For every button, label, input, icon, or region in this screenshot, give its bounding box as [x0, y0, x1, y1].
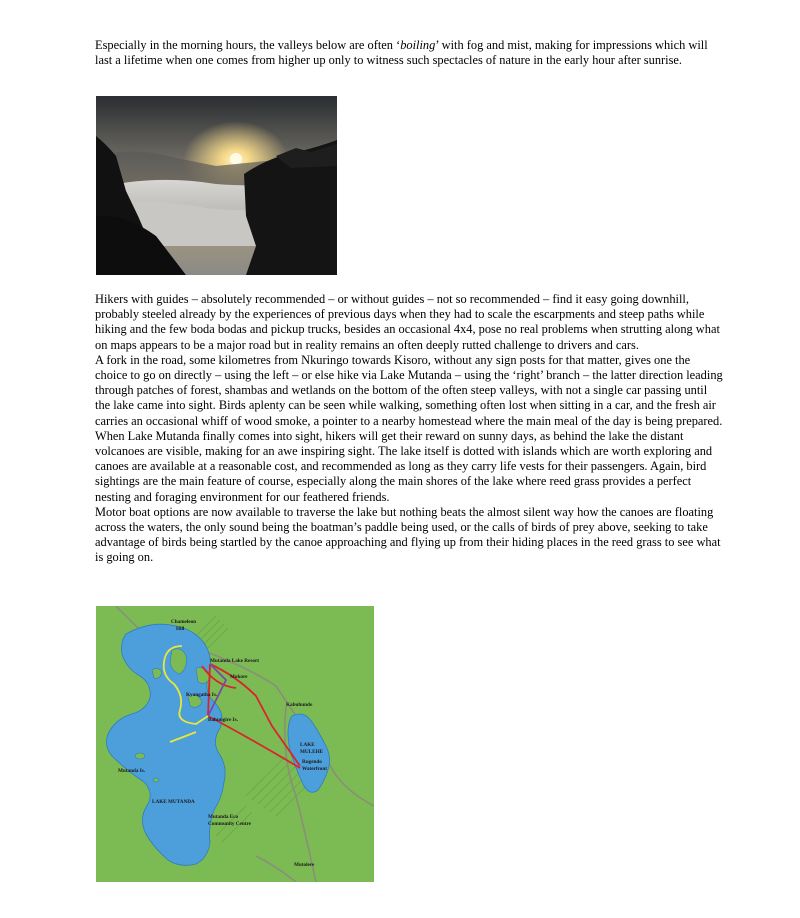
lake-mutanda-map: [96, 606, 374, 882]
map-label-rugendo-2: Waterfront: [302, 766, 327, 772]
paragraph-fork-in-road: A fork in the road, some kilometres from Nkuringo towards Kisoro, without any sign posts for that matter, gives one the choice to go on directly – using the left – or else hike via Lake Mutanda – using the ‘right’ branch – the latter direction leading through patches of forest, shambas and wetlands on the bottom of the often steep valleys, with not a single car passing until the lake came into sight. Birds aplenty can be seen while walking, something often lost when sitting in a car, and the fresh air carries an occasional whiff of wood smoke, a pointer to a nearby homestead where the main meal of the day is being prepared. When Lake Mutanda finally comes into sight, hikers will get their reward on sunny days, as behind the lake the distant volcanoes are visible, making for an awe inspiring sight. The lake itself is dotted with islands which are worth exploring and canoes are available at a reasonable cost, and recommended as long as they carry life vests for their passengers. Again, bird sightings are the main feature of course, especially along the main shores of the lake where reed grass provides a perfect nesting and foraging environment for our feathered friends.: [95, 352, 723, 504]
map-label-chameleon: Chameleon: [171, 619, 197, 625]
map-label-resort: Mutanda Lake Resort: [210, 658, 259, 664]
paragraph-hikers: Hikers with guides – absolutely recommended – or without guides – not so recommended – find it easy going downhill, probably steeled already by the experiences of previous days when they had to scale the escarpments and steep paths while hiking and the few boda bodas and pickup trucks, besides an occasional 4x4, pose no real problems when strutting along what on maps appears to be a major road but in reality remains an often deeply rutted challenge to drivers and cars.: [95, 292, 720, 352]
map-label-eco-2: Community Centre: [208, 821, 251, 827]
map-label-lake-mutanda: LAKE MUTANDA: [152, 799, 195, 805]
paragraph-boiling-fog: Especially in the morning hours, the valleys below are often ‘boiling’ with fog and mist, making for impressions which will last a lifetime when one comes from higher up only to witness such spectacles of nature in the early hour after sunrise.: [95, 38, 708, 68]
map-label-hill: Hill: [176, 626, 185, 632]
map-label-bahungire: Bahungire Is.: [208, 717, 238, 723]
map-label-lake-mulehe-1: LAKE: [300, 742, 315, 748]
body-text-block: [95, 292, 725, 566]
paragraph-motor-boats: Motor boat options are now available to traverse the lake but nothing beats the almost silent way how the canoes are floating across the waters, the only sound being the boatman’s paddle being used, or the calls of birds of prey above, seeking to take advantage of birds being startled by the canoe approaching and flying up from their hiding places in the reed grass to see what is going on.: [95, 504, 721, 565]
map-label-mutanda-is: Mutanda Is.: [118, 768, 146, 774]
map-label-kabuhunde: Kabuhunde: [286, 702, 313, 708]
map-label-eco-1: Mutanda Eco: [208, 814, 239, 820]
map-label-mokore: Mokore: [230, 674, 248, 680]
map-label-rugendo-1: Rugendo: [302, 759, 322, 765]
emphasis-boiling: boiling: [400, 38, 436, 52]
map-label-kyangatha: Kyangatha Is.: [186, 692, 218, 698]
map-label-mutolere: Mutolere: [294, 862, 315, 868]
sunrise-fog-photo: [96, 96, 337, 275]
map-label-lake-mulehe-2: MULEHE: [300, 749, 324, 755]
